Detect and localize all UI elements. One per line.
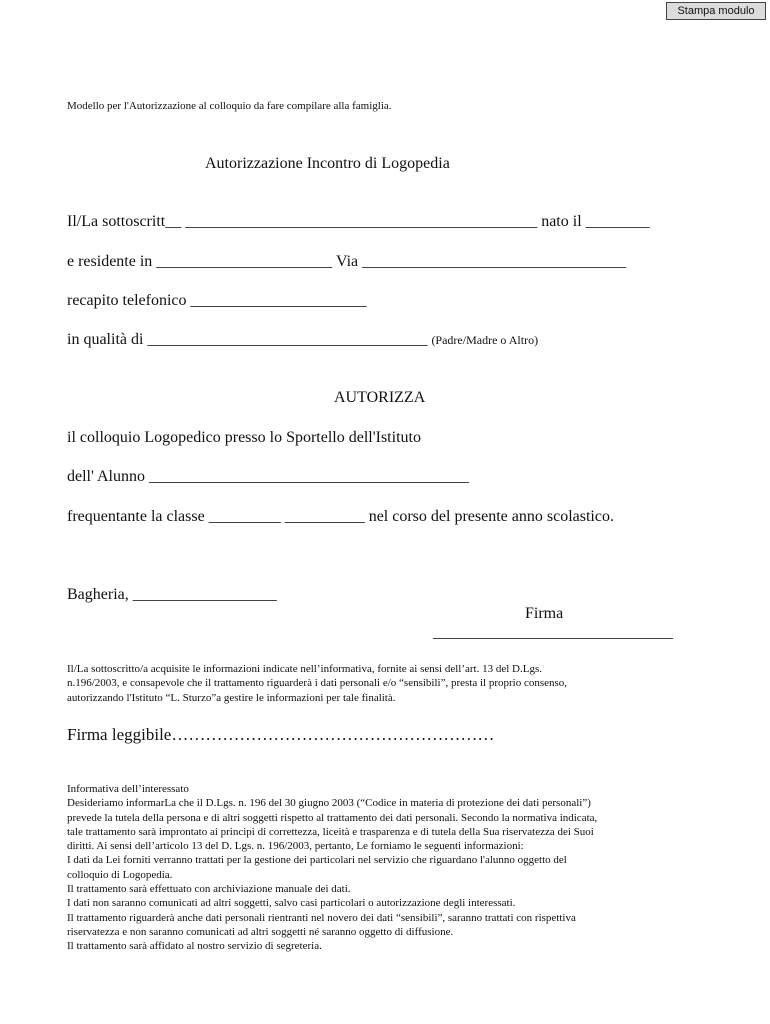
body-student-line[interactable]: dell' Alunno ________________________________________: [67, 468, 469, 485]
privacy-line: I dati da Lei forniti verranno trattati per la gestione dei particolari nel servizio che riguardano l'alunno oggetto del: [67, 854, 567, 867]
form-title: Autorizzazione Incontro di Logopedia: [205, 155, 450, 172]
field-role-note: (Padre/Madre o Altro): [431, 333, 539, 347]
privacy-line: Il trattamento sarà affidato al nostro servizio di segreteria.: [67, 940, 322, 953]
signature-line[interactable]: ______________________________: [433, 624, 673, 641]
privacy-line: Informativa dell’interessato: [67, 783, 189, 795]
consent-line: autorizzando l'Istituto “L. Sturzo”a gestire le informazioni per tale finalità.: [67, 691, 396, 704]
authorizes-heading: AUTORIZZA: [334, 389, 426, 406]
legible-signature-line[interactable]: Firma leggibile…………………………………………………: [67, 725, 495, 744]
consent-line: Il/La sottoscritto/a acquisite le informazioni indicate nell’informativa, fornite ai sensi dell’art. 13 del D.Lgs.: [67, 663, 542, 675]
privacy-line: prevede la tutela della persona e di altri soggetti rispetto al trattamento dei dati personali. Secondo la normativa indicata,: [67, 811, 598, 824]
privacy-line: Il trattamento sarà effettuato con archiviazione manuale dei dati.: [67, 883, 351, 896]
print-form-button[interactable]: Stampa modulo: [666, 2, 766, 20]
field-residence-line[interactable]: e residente in ______________________ Via _________________________________: [67, 253, 627, 270]
privacy-line: colloquio di Logopedia.: [67, 868, 173, 881]
consent-line: n.196/2003, e consapevole che il trattamento riguarderà i dati personali e/o “sensibili”, presta il proprio consenso,: [67, 677, 568, 690]
field-role-line[interactable]: [67, 331, 538, 349]
place-date-line[interactable]: Bagheria, __________________: [67, 586, 277, 603]
consent-paragraph: [67, 662, 567, 705]
body-line-1: il colloquio Logopedico presso lo Sportello dell'Istituto: [67, 429, 421, 446]
privacy-line: Desideriamo informarLa che il D.Lgs. n. 196 del 30 giugno 2003 (“Codice in materia di protezione dei dati personali”): [67, 797, 591, 810]
field-role-main: in qualità di ___________________________________: [67, 331, 428, 348]
privacy-line: Il trattamento riguarderà anche dati personali rientranti nel novero dei dati “sensibili”, saranno trattati con rispettiva: [67, 911, 576, 924]
field-phone-line[interactable]: recapito telefonico ______________________: [67, 292, 367, 309]
signature-label: Firma: [525, 605, 564, 622]
privacy-line: diritti. Ai sensi dell’articolo 13 del D. Lgs. n. 196/2003, pertanto, Le forniamo le seguenti informazioni:: [67, 840, 524, 853]
field-undersigned-line[interactable]: Il/La sottoscritt__ ____________________________________________ nato il ________: [67, 213, 650, 230]
privacy-line: tale trattamento sarà improntato ai principi di correttezza, liceità e trasparenza e di tutela della Sua riservatezza dei Suoi: [67, 825, 594, 838]
body-class-line[interactable]: frequentante la classe _________ __________ nel corso del presente anno scolastico.: [67, 508, 614, 525]
privacy-line: riservatezza e non saranno comunicati ad altri soggetti né saranno oggetto di diffusione.: [67, 925, 454, 938]
intro-text: Modello per l'Autorizzazione al colloquio da fare compilare alla famiglia.: [67, 100, 392, 112]
privacy-line: I dati non saranno comunicati ad altri soggetti, salvo casi particolari o autorizzazione degli interessati.: [67, 897, 516, 910]
privacy-notice: [67, 782, 597, 954]
